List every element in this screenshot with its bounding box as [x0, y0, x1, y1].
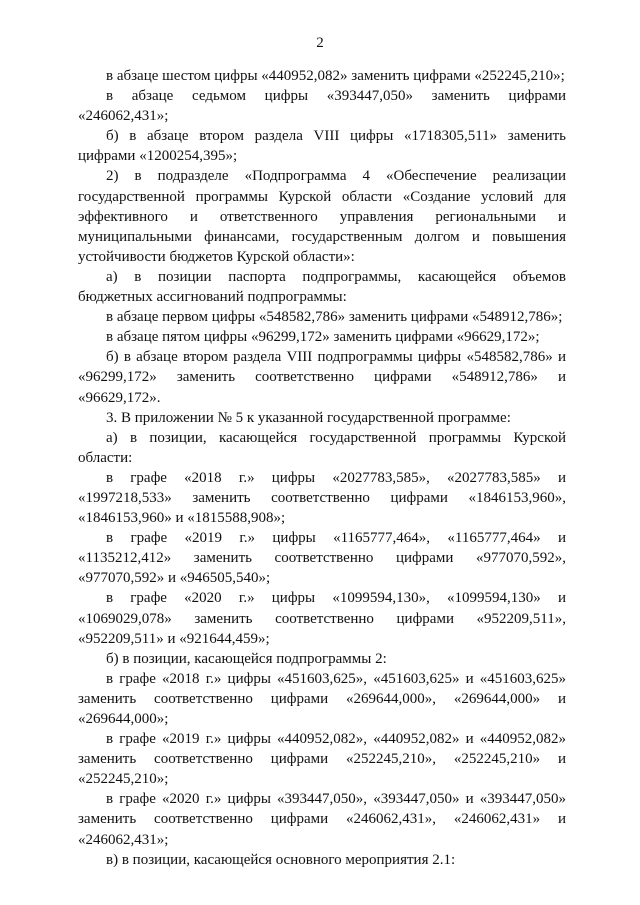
paragraph: 2) в подразделе «Подпрограмма 4 «Обеспечение реализации государственной программы Курской области «Создание условий для эффективного и ответственного управления региональными и муниципальными финансами, государственным долгом и повышения устойчивости бюджетов Курской области»: [78, 168, 566, 265]
paragraph: б) в абзаце втором раздела VIII подпрограммы цифры «548582,786» и «96299,172» заменить соответственно цифрами «548912,786» и «96629,172». [78, 349, 566, 406]
paragraph: в графе «2018 г.» цифры «451603,625», «451603,625» и «451603,625» заменить соответственно цифрами «269644,000», «269644,000» и «269644,000»; [78, 670, 566, 727]
page-number: 2 [316, 35, 324, 51]
paragraph: в графе «2019 г.» цифры «1165777,464», «1165777,464» и «1135212,412» заменить соответственно цифрами «977070,592», «977070,592» и «946505,540»; [78, 530, 566, 587]
paragraph: в графе «2018 г.» цифры «2027783,585», «2027783,585» и «1997218,533» заменить соответственно цифрами «1846153,960», «1846153,960» и «1815588,908»; [78, 469, 566, 527]
paragraph: а) в позиции, касающейся государственной программы Курской области: [78, 429, 566, 466]
paragraph: в абзаце седьмом цифры «393447,050» заменить цифрами «246062,431»; [78, 88, 566, 125]
paragraph: в графе «2020 г.» цифры «393447,050», «393447,050» и «393447,050» заменить соответственно цифрами «246062,431», «246062,431» и «246062,431»; [78, 791, 566, 848]
document-body [78, 66, 566, 870]
paragraph: 3. В приложении № 5 к указанной государственной программе: [106, 409, 511, 426]
paragraph: в графе «2020 г.» цифры «1099594,130», «1099594,130» и «1069029,078» заменить соответственно цифрами «952209,511», «952209,511» и «921644,459»; [78, 590, 566, 647]
paragraph: в абзаце шестом цифры «440952,082» заменить цифрами «252245,210»; [106, 68, 565, 84]
paragraph: в) в позиции, касающейся основного мероприятия 2.1: [106, 851, 456, 868]
paragraph: а) в позиции паспорта подпрограммы, касающейся объемов бюджетных ассигнований подпрограммы: [78, 268, 566, 306]
paragraph: б) в абзаце втором раздела VIII цифры «1718305,511» заменить цифрами «1200254,395»; [78, 128, 566, 165]
paragraph: в абзаце пятом цифры «96299,172» заменить цифрами «96629,172»; [106, 329, 540, 346]
paragraph: в графе «2019 г.» цифры «440952,082», «440952,082» и «440952,082» заменить соответственно цифрами «252245,210», «252245,210» и «252245,210»; [78, 731, 566, 788]
paragraph: б) в позиции, касающейся подпрограммы 2: [106, 650, 387, 667]
paragraph: в абзаце первом цифры «548582,786» заменить цифрами «548912,786»; [106, 309, 563, 326]
